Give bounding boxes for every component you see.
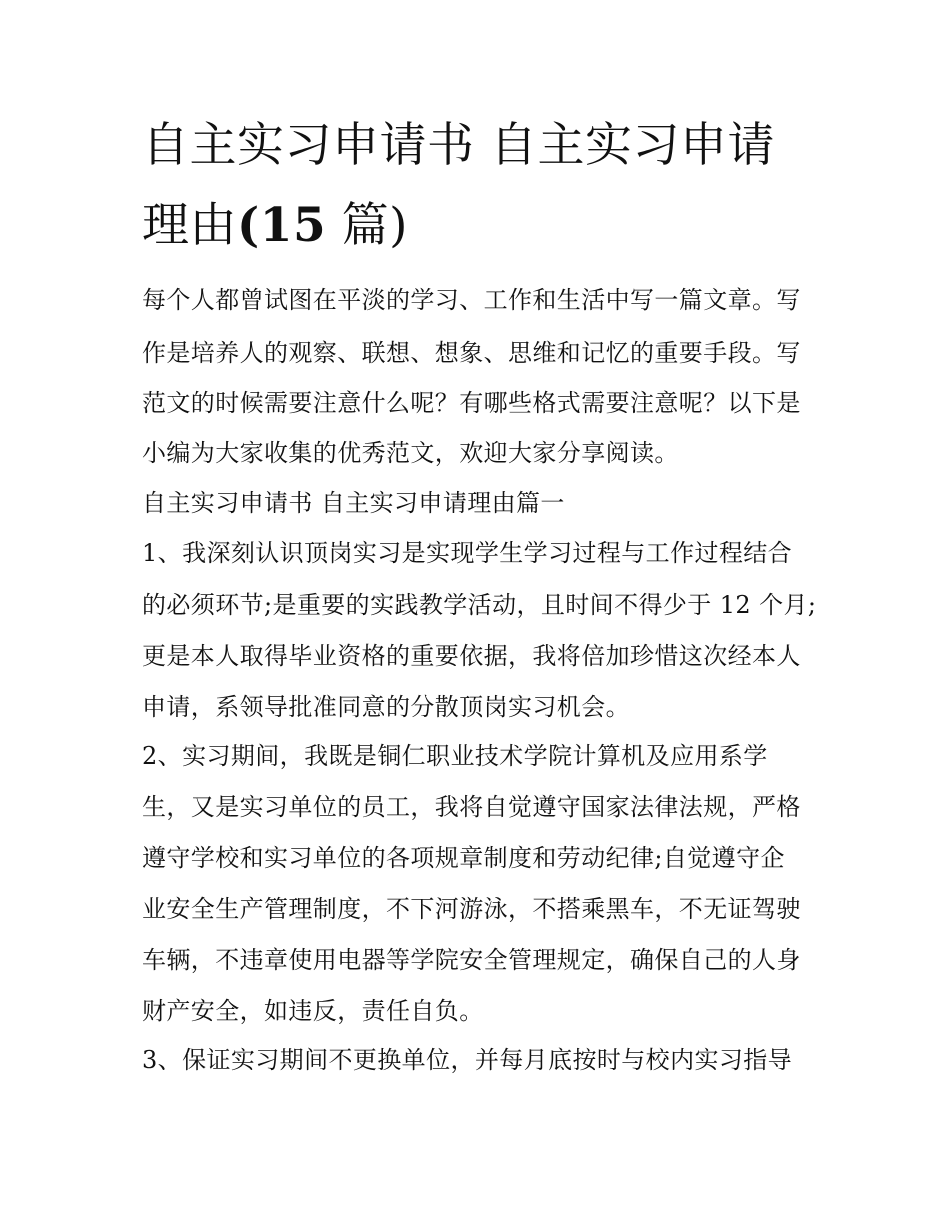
item-1-line: 1、我深刻认识顶岗实习是实现学生学习过程与工作过程结合 [142,539,793,567]
item-2-line: 2、实习期间，我既是铜仁职业技术学院计算机及应用系学 [142,742,768,770]
item-2-line: 生，又是实习单位的员工，我将自觉遵守国家法律法规，严格 [142,793,801,821]
section-heading: 自主实习申请书 自主实习申请理由篇一 [142,489,565,517]
intro-line: 小编为大家收集的优秀范文，欢迎大家分享阅读。 [142,439,679,467]
item-2-line: 财产安全，如违反，责任自负。 [142,997,484,1025]
intro-line: 每个人都曾试图在平淡的学习、工作和生活中写一篇文章。写 [142,286,801,314]
item-3-line: 3、保证实习期间不更换单位，并每月底按时与校内实习指导 [142,1046,793,1074]
item-2-line: 遵守学校和实习单位的各项规章制度和劳动纪律;自觉遵守企 [142,844,785,872]
document-title-line-2 [142,196,408,256]
document-title-line-1 [142,116,775,176]
intro-line: 作是培养人的观察、联想、想象、思维和记忆的重要手段。写 [142,339,801,367]
title-text-1: 自主实习申请书 自主实习申请 [142,118,775,173]
item-1-line: 申请，系领导批准同意的分散顶岗实习机会。 [142,693,630,721]
title-text-2-suffix: 篇) [326,198,408,253]
item-1-line: 的必须环节;是重要的实践教学活动，且时间不得少于 12 个月; [142,591,817,619]
item-1-line: 更是本人取得毕业资格的重要依据，我将倍加珍惜这次经本人 [142,642,801,670]
title-text-2-prefix: 理由 [142,198,237,253]
title-text-2-number: (15 [237,198,327,253]
intro-line: 范文的时候需要注意什么呢？有哪些格式需要注意呢？以下是 [142,389,801,417]
item-2-line: 业安全生产管理制度，不下河游泳，不搭乘黑车，不无证驾驶 [142,895,801,923]
item-2-line: 车辆，不违章使用电器等学院安全管理规定，确保自己的人身 [142,946,801,974]
